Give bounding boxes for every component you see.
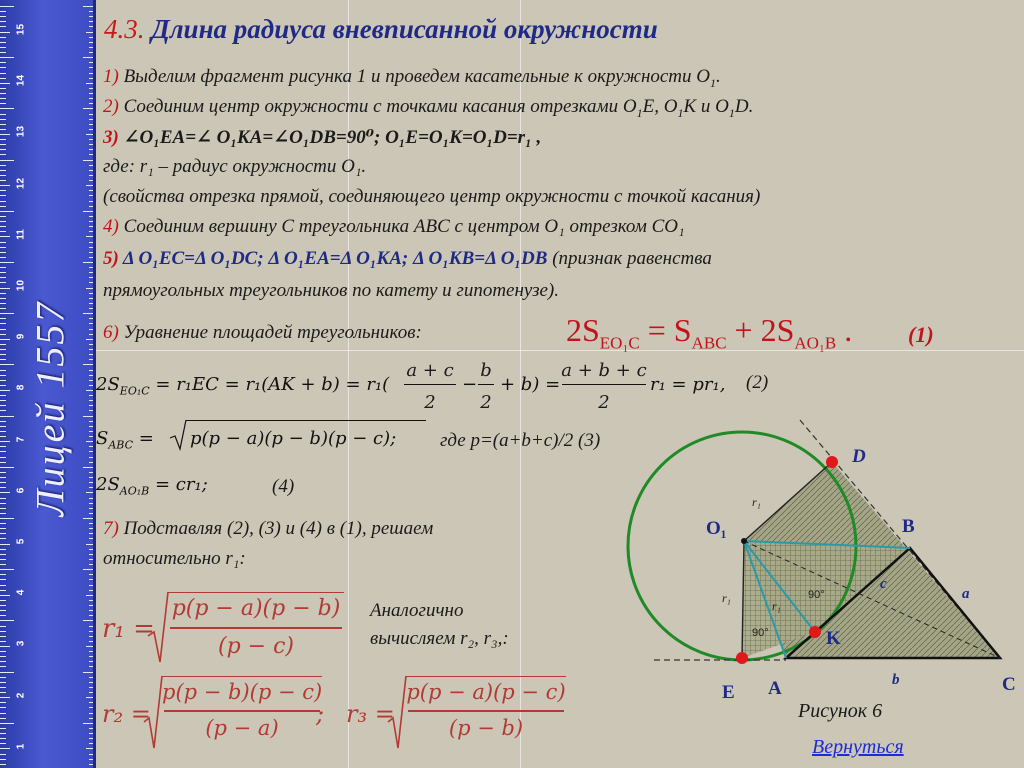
fraction-den: 2 — [424, 392, 436, 413]
ruler-number: 6 — [15, 487, 27, 494]
equation-tag-4: (4) — [272, 476, 295, 497]
fraction-den: 2 — [480, 392, 492, 413]
sqrt-sign — [168, 418, 188, 452]
sqrt-content: p(p − a)(p − b)(p − c); — [190, 428, 397, 449]
ruler-number: 13 — [15, 126, 27, 138]
ruler-number: 5 — [15, 538, 27, 545]
label-d: D — [852, 446, 866, 467]
point-o1 — [741, 538, 747, 544]
step-2-end: D. — [734, 96, 754, 117]
eq-sub: AO₁B — [794, 333, 837, 353]
geometry-figure — [600, 400, 1024, 700]
p-definition: где p=(a+b+c)/2 (3) — [440, 430, 601, 451]
eq-part: + b) = — [500, 374, 561, 395]
point-k — [809, 626, 821, 638]
title-text: Длина радиуса вневписанной окружности — [144, 14, 658, 44]
step-6-text: Уравнение площадей треугольников: — [118, 322, 422, 343]
step-5 — [103, 248, 712, 270]
label-angle: 90° — [752, 627, 769, 639]
label-b: B — [902, 516, 915, 537]
fraction-den: 2 — [598, 392, 610, 413]
fraction-bar — [404, 384, 456, 385]
r2-denominator: (p − a) — [205, 716, 279, 740]
title-number: 4.3. — [104, 14, 145, 44]
step-7-number: 7) — [103, 518, 119, 539]
step-7 — [103, 518, 433, 540]
sqrt-bar — [168, 592, 344, 593]
step-2-sub: 1 — [636, 105, 643, 120]
ruler-number: 2 — [15, 692, 27, 698]
label-k: K — [826, 628, 841, 649]
step-5-number: 5) — [103, 248, 119, 269]
fraction-bar — [170, 627, 342, 629]
back-link[interactable]: Вернуться — [812, 736, 904, 758]
step-6-number: 6) — [103, 322, 119, 343]
step-3-text: ∠O₁EA=∠ O₁KA=∠O₁DB=90⁰; O₁E=O₁K=O₁D=r₁ , — [118, 127, 542, 148]
label-side-b: b — [892, 672, 900, 688]
step-1-sub: 1 — [710, 75, 716, 90]
ruler-number: 1 — [15, 743, 27, 750]
eq-sub: EO₁C — [119, 384, 150, 398]
fraction-bar — [562, 384, 646, 385]
r2-end: ; — [316, 700, 325, 728]
ruler-number: 10 — [15, 279, 27, 292]
analog-note-2: вычисляем r₂, r₃,: — [370, 628, 509, 649]
eq-part: = r₁EC = r₁(AK + b) = r₁( — [149, 374, 390, 395]
eq-sub: AO₁B — [119, 484, 150, 498]
area-equation — [566, 312, 852, 353]
step-3 — [103, 126, 541, 149]
eq-part: 2S — [96, 474, 120, 495]
r2-lhs: r₂ = — [102, 700, 151, 728]
ruler-number: 3 — [15, 641, 27, 647]
r2-numerator: p(p − b)(p − c) — [162, 680, 323, 704]
step-4-number: 4) — [103, 216, 119, 237]
page-title — [104, 14, 658, 45]
label-o1: O₁ — [706, 518, 727, 539]
eq-part: = — [133, 428, 154, 449]
step-6 — [103, 322, 422, 344]
ruler-number: 7 — [15, 436, 27, 442]
eq-part: 2S — [96, 374, 120, 395]
step-2-sub: 1 — [677, 105, 684, 120]
fraction-num: b — [480, 360, 492, 381]
eq-part: = S — [639, 312, 692, 348]
step-2-number: 2) — [103, 96, 119, 117]
step-7-cont: относительно r₁: — [103, 548, 246, 569]
label-c: C — [1002, 674, 1016, 695]
step-1 — [103, 66, 721, 91]
r3-lhs: r₃ = — [346, 700, 395, 728]
point-e — [736, 652, 748, 664]
fraction-bar — [164, 710, 320, 712]
label-r1: r₁ — [752, 495, 761, 509]
r3-numerator: p(p − a)(p − c) — [406, 680, 566, 704]
step-7-text: Подставляя (2), (3) и (4) в (1), решаем — [118, 518, 434, 539]
label-e: E — [722, 682, 735, 700]
ruler-number: 4 — [15, 589, 27, 596]
analog-note-1: Аналогично — [370, 600, 464, 621]
r1-numerator: p(p − a)(p − b) — [171, 596, 341, 621]
eq-part: + 2S — [726, 312, 795, 348]
r1-denominator: (p − c) — [218, 634, 294, 659]
step-4-text: Соединим вершину C треугольника ABC с центром O₁ отрезком CO₁ — [118, 216, 685, 237]
point-d — [826, 456, 838, 468]
sqrt-sign — [146, 590, 170, 666]
equation-3-lhs — [96, 428, 154, 452]
step-2 — [103, 96, 753, 121]
sqrt-sign — [142, 674, 164, 752]
fraction-num: a + b + c — [561, 360, 647, 381]
label-r1: r₁ — [772, 599, 781, 613]
ruler-number: 14 — [15, 75, 27, 87]
sqrt-bar — [406, 676, 566, 677]
step-5-note: (признак равенства — [547, 248, 712, 269]
lyceum-brand: Лицей 1557 — [27, 300, 73, 517]
step-2-mid: E, O — [642, 96, 678, 117]
equation-4 — [96, 474, 208, 498]
ruler-number: 11 — [15, 229, 27, 240]
minus-sign: − — [462, 374, 478, 395]
step-3-note: (свойства отрезка прямой, соединяющего центр окружности с точкой касания) — [103, 186, 761, 207]
step-1-number: 1) — [103, 66, 119, 87]
eq-sub: EO₁C — [599, 333, 640, 353]
figure-caption: Рисунок 6 — [798, 700, 883, 722]
step-1-end: . — [716, 66, 721, 87]
eq-part: r₁ = pr₁, — [650, 374, 726, 395]
fraction-bar — [408, 710, 564, 712]
grid-line — [96, 350, 1024, 351]
step-2-sub: 1 — [728, 105, 735, 120]
step-3-number: 3) — [103, 127, 119, 148]
r1-lhs: r₁ = — [102, 614, 155, 644]
ruler-number: 9 — [15, 333, 27, 340]
step-5-equalities: Δ O₁EC=Δ O₁DC; Δ O₁EA=Δ O₁KA; Δ O₁KB=Δ O₁DB — [118, 248, 548, 269]
eq-part: 2S — [566, 312, 600, 348]
eq-part: S — [96, 428, 109, 449]
sqrt-bar — [162, 676, 322, 677]
step-2-mid: K и O — [683, 96, 729, 117]
r3-denominator: (p − b) — [448, 716, 524, 740]
step-2-text: Соединим центр окружности с точками касания отрезками O — [118, 96, 637, 117]
fraction-bar — [478, 384, 494, 385]
eq-sub: ABC — [108, 438, 133, 452]
step-4 — [103, 216, 685, 238]
label-r1: r₁ — [722, 591, 731, 605]
sqrt-bar — [186, 420, 426, 421]
label-a: A — [768, 678, 782, 699]
eq-part: = cr₁; — [149, 474, 208, 495]
ruler-number: 12 — [15, 177, 27, 189]
equation-2-lhs — [96, 374, 389, 398]
step-3-where: где: r₁ – радиус окружности O₁. — [103, 156, 367, 177]
label-angle: 90° — [808, 589, 825, 601]
eq-sub: ABC — [691, 333, 727, 353]
fraction-num: a + c — [406, 360, 454, 381]
step-1-text: Выделим фрагмент рисунка 1 и проведем касательные к окружности O — [118, 66, 710, 87]
eq-part: . — [836, 312, 853, 348]
equation-tag-1: (1) — [908, 322, 934, 347]
step-5-cont: прямоугольных треугольников по катету и гипотенузе). — [103, 280, 559, 301]
label-side-a: a — [962, 586, 970, 602]
equation-tag-2: (2) — [746, 372, 769, 393]
ruler-number: 15 — [15, 23, 27, 36]
sqrt-sign — [386, 674, 408, 752]
label-side-c: c — [880, 576, 887, 592]
ruler-number: 8 — [15, 385, 27, 391]
